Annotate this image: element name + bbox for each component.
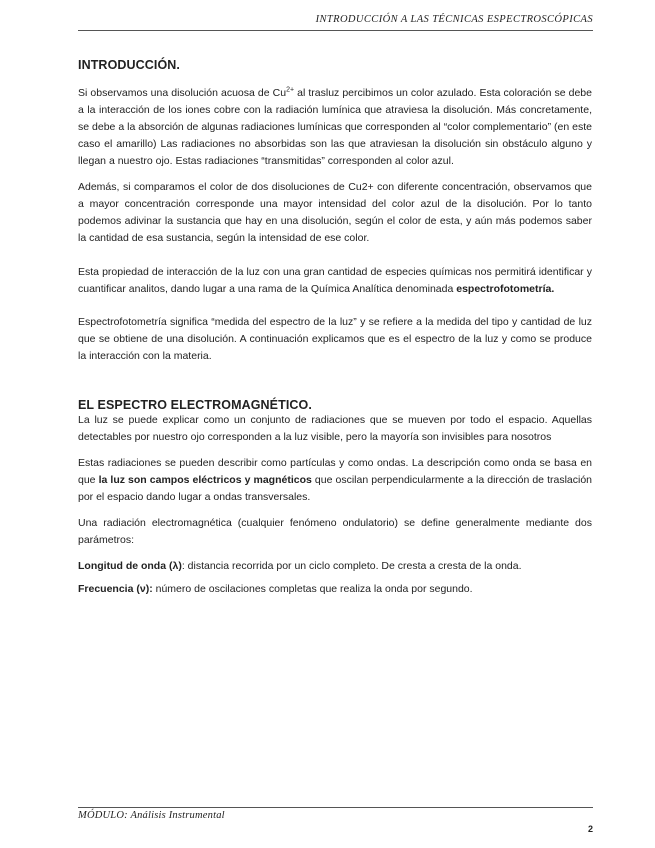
intro-paragraph-1 bbox=[78, 85, 592, 170]
page-number: 2 bbox=[587, 824, 593, 834]
intro-p1-start: Si observamos una disolución acuosa de Cu bbox=[78, 87, 287, 99]
spectrum-paragraph-1: La luz se puede explicar como un conjunto de radiaciones que se mueven por todo el espacio. Aquellas detectables por nuestro ojo corresponden a la luz visible, pero la mayoría son invisibles para nosotros bbox=[78, 414, 592, 443]
intro-p1-rest: al trasluz percibimos un color azulado. Esta coloración se debe a la interacción de los iones cobre con la radiación lumínica que atraviesa la disolución. Más concretamente, se debe a la absorción de algunas radiaciones lumínicas que corresponden al “color complementario” (en este caso el amarillo) Las radiaciones no absorbidas son las que atraviesan la disolución sin obstáculo alguno y llegan a nuestro ojo. Estas radiaciones “transmitidas” corresponden al color azul. bbox=[78, 87, 592, 167]
footer-rule bbox=[78, 807, 593, 808]
em-fields-phrase: la luz son campos eléctricos y magnéticos bbox=[98, 474, 312, 486]
page-content bbox=[78, 58, 592, 598]
intro-heading: INTRODUCCIÓN. bbox=[78, 58, 180, 72]
intro-paragraph-3 bbox=[78, 264, 592, 298]
intro-paragraph-2: Además, si comparamos el color de dos disoluciones de Cu2+ con diferente concentración, observamos que a mayor concentración corresponde una mayor intensidad del color azul de la disolución. Por lo tanto podemos adivinar la sustancia que hay en una disolución, según el color de esta, y aún más podemos saber la cantidad de esa sustancia, según la intensidad de ese color. bbox=[78, 181, 592, 244]
charge-superscript: 2+ bbox=[286, 86, 295, 94]
spectrum-p2-rest: que oscilan perpendicularmente a la dirección de traslación por el espacio dando lugar a ondas transversales. bbox=[78, 474, 593, 503]
frequency-definition: número de oscilaciones completas que realiza la onda por segundo. bbox=[152, 583, 473, 595]
spectrophotometry-term: espectrofotometría. bbox=[456, 283, 555, 295]
spectrum-paragraph-3: Una radiación electromagnética (cualquier fenómeno ondulatorio) se define generalmente mediante dos parámetros: bbox=[78, 517, 592, 546]
running-footer: MÓDULO: Análisis Instrumental bbox=[78, 810, 225, 821]
spectrum-paragraph-2 bbox=[78, 455, 592, 506]
header-rule bbox=[78, 30, 593, 31]
wavelength-term: Longitud de onda (λ) bbox=[78, 560, 182, 572]
spectrum-p2-start: Estas radiaciones se pueden describir como partículas y como ondas. La descripción como onda se basa en que bbox=[78, 457, 592, 486]
spectrum-heading: EL ESPECTRO ELECTROMAGNÉTICO. bbox=[78, 398, 312, 412]
wavelength-definition: : distancia recorrida por un ciclo completo. De cresta a cresta de la onda. bbox=[181, 560, 522, 572]
frequency-term: Frecuencia (ν): bbox=[78, 583, 153, 595]
intro-p3-text: Esta propiedad de interacción de la luz con una gran cantidad de especies químicas nos permitirá identificar y cuantificar analitos, dando lugar a una rama de la Química Analítica denominada bbox=[78, 266, 592, 295]
definition-frequency bbox=[78, 581, 592, 598]
definition-wavelength bbox=[78, 558, 592, 575]
running-header: INTRODUCCIÓN A LAS TÉCNICAS ESPECTROSCÓPICAS bbox=[315, 14, 593, 25]
intro-paragraph-4: Espectrofotometría significa “medida del espectro de la luz” y se refiere a la medida del tipo y cantidad de luz que se obtiene de una disolución. A continuación explicamos que es el espectro de la luz y como se produce la interacción con la materia. bbox=[78, 316, 592, 362]
